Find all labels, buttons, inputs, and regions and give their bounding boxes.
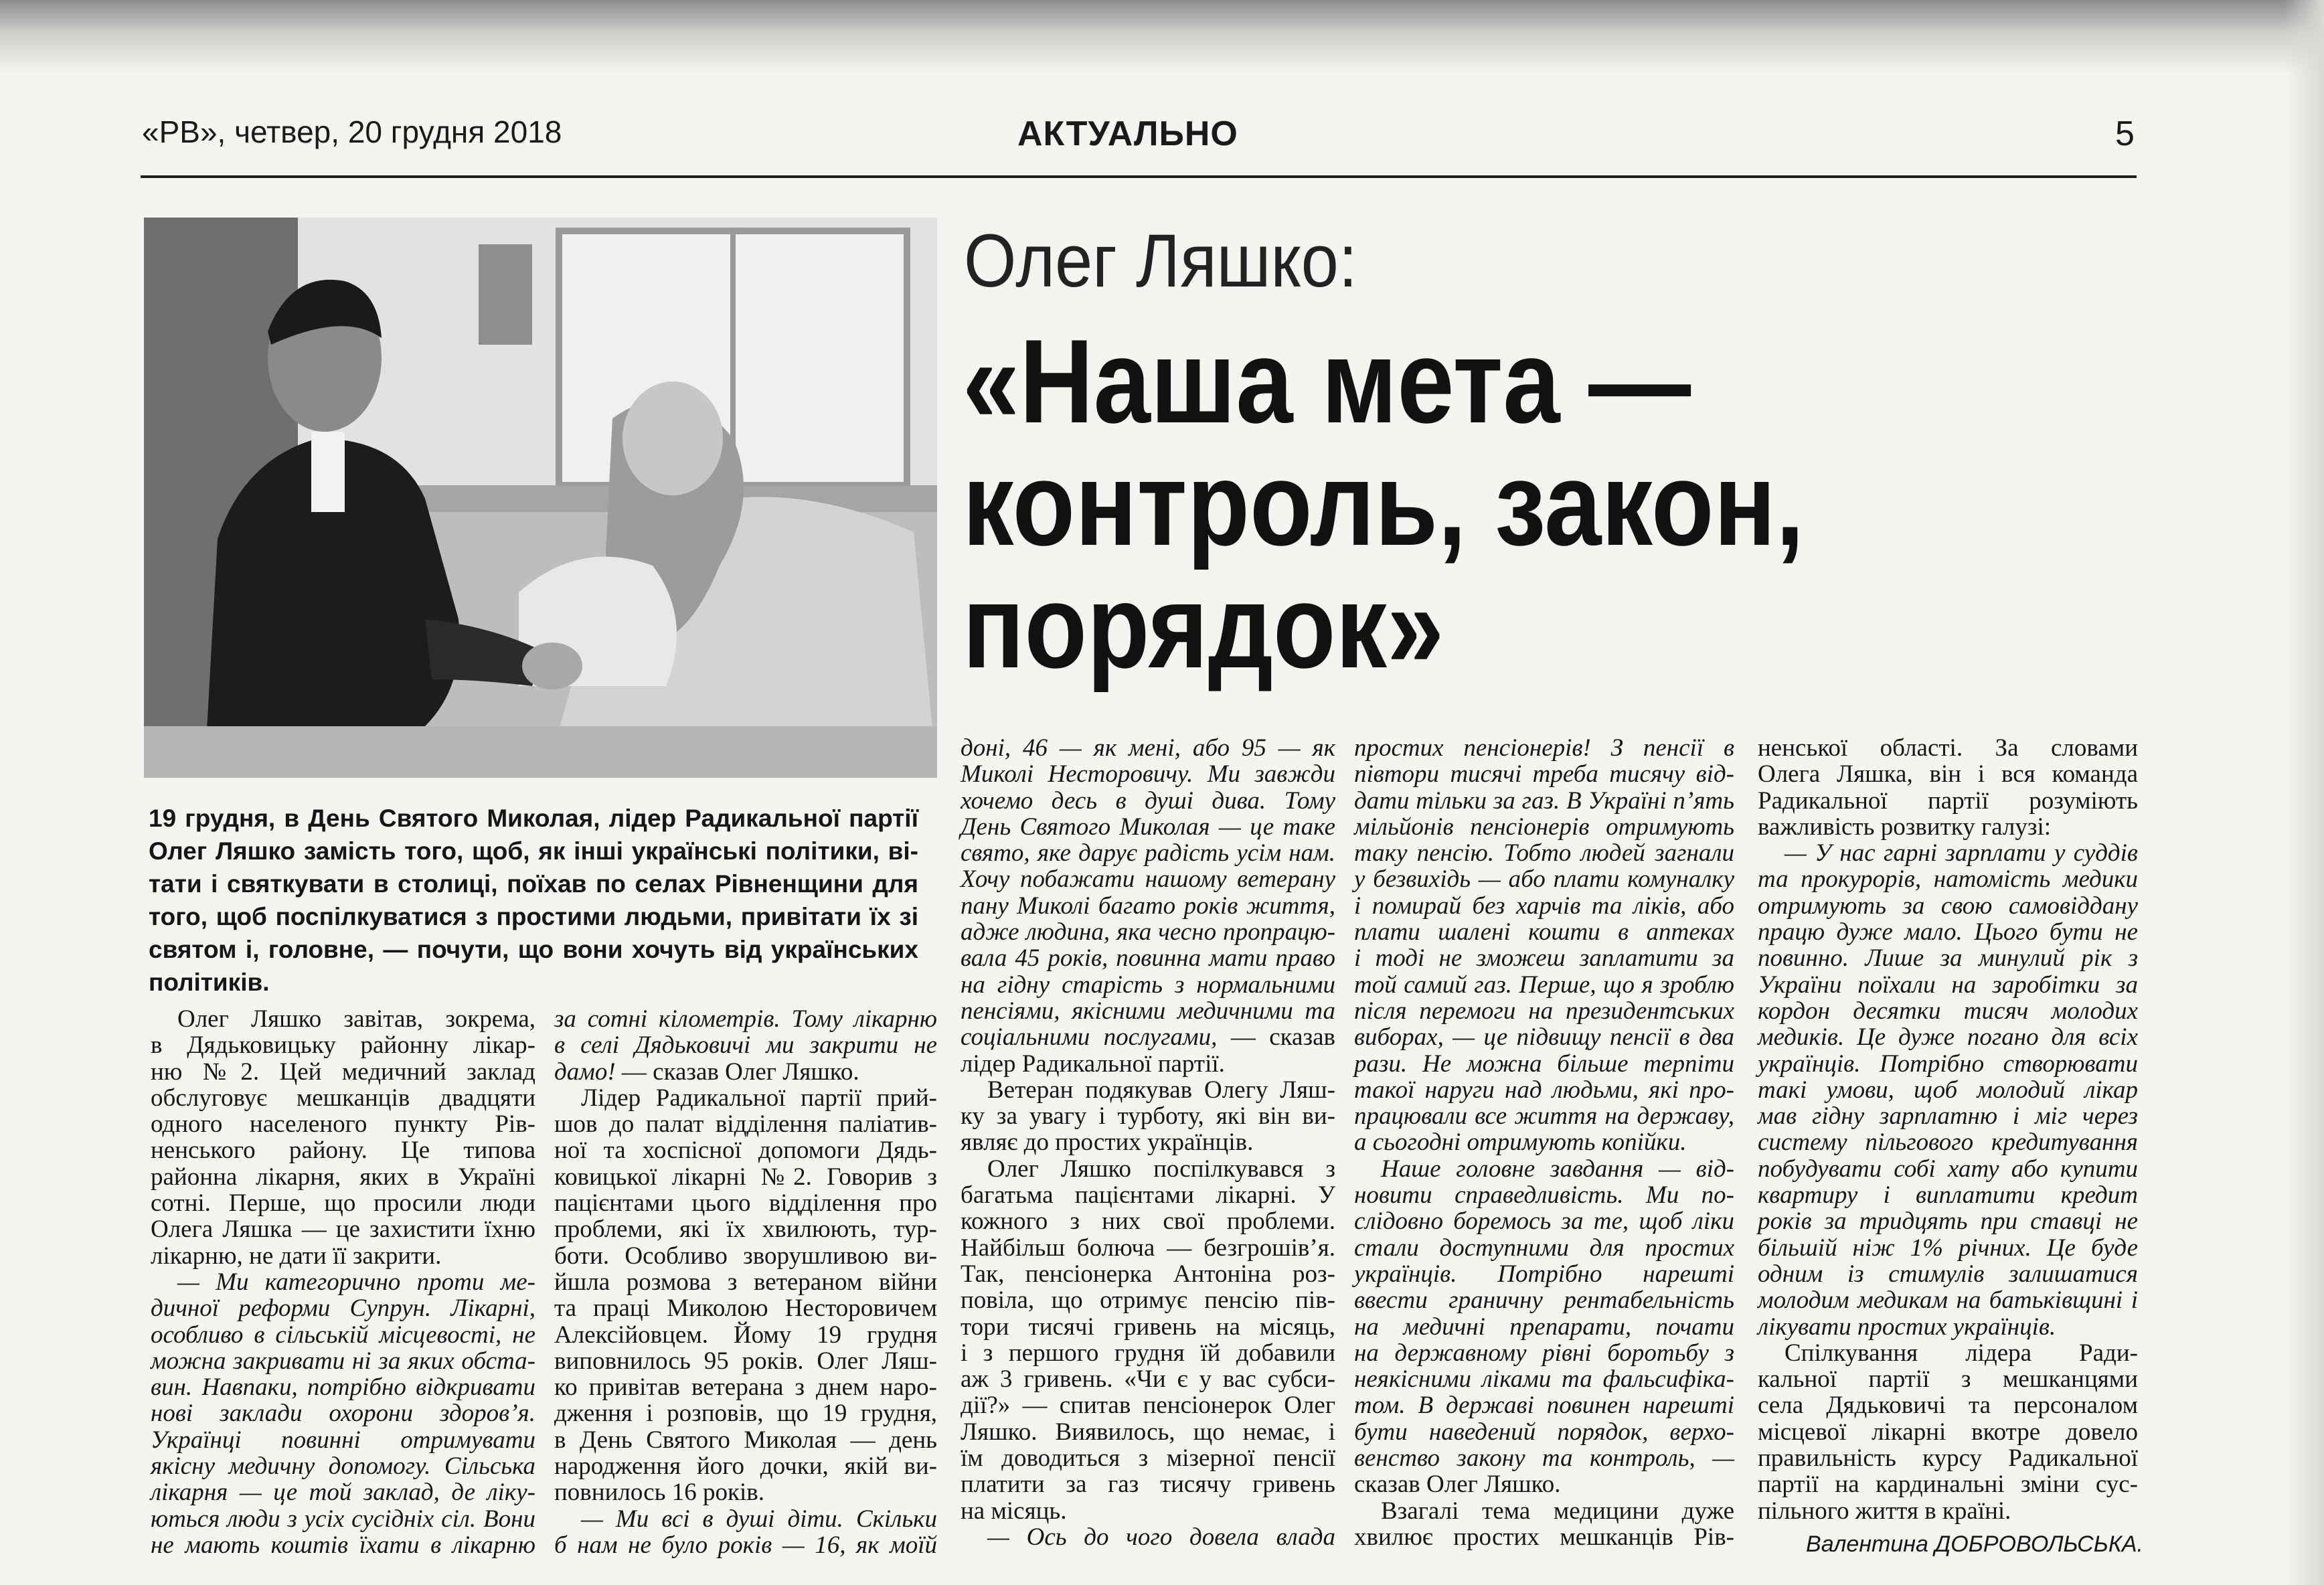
text-line [151,1059,535,1085]
text-line [151,1374,535,1400]
text-line [554,1059,937,1085]
text-segment: села Дядьковичі та персоналом [1758,1392,2138,1420]
caption-line: тати і святкувати в столиці, поїхав по селах Рівненщини для [149,870,918,898]
text-segment: Взагалі тема медицини дуже [1381,1497,1734,1525]
text-segment: медиків. Це дуже погано для всіх [1758,1023,2138,1052]
text-segment: боти. Особливо зворушливою ви- [554,1242,937,1270]
text-line [151,1111,535,1137]
article-column-5 [1758,735,2138,1524]
text-line [554,1506,937,1532]
text-line [554,1006,937,1032]
text-line [1758,1235,2138,1261]
text-segment: Олег Ляшко завітав, зокрема, [177,1005,535,1033]
text-segment: платити за газ тисячу гривень [961,1471,1335,1499]
text-segment: виборах, — це підвищу пенсії в два [1354,1023,1734,1052]
text-line [1758,761,2138,787]
text-segment: слідовно боремось за те, щоб ліки [1354,1207,1734,1236]
text-line [1354,1314,1734,1340]
text-line [554,1216,937,1242]
text-segment: якісну медичну допомогу. Сільська [151,1452,535,1481]
text-segment: пенсіями, якісними медичними та [961,997,1335,1025]
text-segment: народження його дочки, якій ви- [554,1452,937,1481]
section-title: АКТУАЛЬНО [1017,114,1238,153]
text-segment: ненського району. Це типова [151,1137,535,1165]
text-segment: в Дядьковицьку районну лікар- [151,1031,535,1060]
text-segment: являє до простих українців. [961,1129,1254,1157]
text-line [961,814,1335,840]
text-segment: свято, яке дарує радість усім нам. [961,839,1335,867]
text-segment: лікарня — це той заклад, де ліку- [151,1479,535,1507]
text-segment: квартиру і виплатити кредит [1758,1181,2138,1209]
text-line [1758,1419,2138,1445]
text-segment: венство закону та контроль, — [1354,1444,1734,1473]
text-segment: Наше головне завдання — від- [1381,1155,1734,1183]
text-segment: дичної реформи Супрун. Лікарні, [151,1295,535,1323]
text-segment: Миколі Несторовичу. Ми завжди [961,760,1335,788]
headline-kicker: Олег Ляшко: [964,219,1357,303]
text-segment: сказав Олег Ляшко. [1354,1471,1561,1499]
text-line [1354,1419,1734,1445]
text-line [1758,1314,2138,1340]
text-line [1354,1445,1734,1471]
text-line [554,1453,937,1479]
text-segment: лідер Радикальної партії. [961,1050,1225,1078]
text-line [961,1445,1335,1471]
text-segment: місцевої лікарні вкотре довело [1758,1418,2138,1446]
text-line [151,1032,535,1058]
text-segment: ввести граничну рентабельність [1354,1286,1734,1315]
text-line [1354,1182,1734,1208]
text-line [554,1348,937,1374]
text-segment: проблеми, які їх хвилюють, тур- [554,1216,937,1244]
text-segment: ко привітав ветерана з днем наро- [554,1373,937,1402]
text-segment: особливо в сільській місцевості, не [151,1321,535,1349]
text-segment: півтори тисячі треба тисячу від- [1354,760,1734,788]
text-line [1758,814,2138,840]
text-segment: той самий газ. Перше, що я зроблю [1354,971,1734,999]
text-line [151,1295,535,1321]
text-line [961,1366,1335,1392]
text-line [151,1506,535,1532]
text-line [961,1261,1335,1287]
text-line [1354,1392,1734,1418]
text-line [151,1348,535,1374]
caption-line: Олег Ляшко замість того, щоб, як інші українські політики, ві- [149,837,918,865]
text-line [1758,840,2138,866]
photo-caption [149,802,918,999]
text-line [961,1524,1335,1550]
text-line [1758,1261,2138,1287]
text-line [1354,1287,1734,1313]
caption-line: святом і, головне, — почути, що вони хочуть від українських [149,936,918,963]
article-column-3 [961,735,1335,1550]
text-segment: неякісними ліками та фальсифіка- [1354,1365,1734,1394]
text-line [1354,761,1734,787]
text-segment: Ветеран подякував Олегу Ляш- [987,1076,1335,1104]
text-line [1758,893,2138,919]
article-photo [144,218,937,778]
text-line [1758,1051,2138,1077]
text-line [554,1374,937,1400]
text-line [1354,735,1734,761]
text-line [1758,1182,2138,1208]
text-line [1354,1208,1734,1234]
text-segment: Так, пенсіонерка Антоніна роз- [961,1260,1335,1288]
text-line [1354,840,1734,866]
text-line [1354,1366,1734,1392]
text-segment: за сотні кілометрів. Тому лікарню [554,1005,937,1033]
text-segment: виповнилось 95 років. Олег Ляш- [554,1347,937,1375]
text-segment: правильність курсу Радикальної [1758,1444,2138,1473]
text-segment: — Ми категорично проти ме- [177,1268,535,1296]
text-segment: День Святого Миколая — це таке [961,813,1335,841]
text-segment: Олега Ляшка — це захистити їхню [151,1216,535,1244]
text-line [961,1419,1335,1445]
text-segment: і з першого грудня їй добавили [961,1339,1335,1367]
text-line [151,1532,535,1558]
text-segment: лікарню, не дати її закрити. [151,1242,442,1270]
text-line [1354,1235,1734,1261]
text-line [961,1182,1335,1208]
text-line [961,972,1335,998]
text-segment: можна закривати ні за яких обста- [151,1347,535,1375]
text-line [961,1340,1335,1366]
text-segment: на гідну старість з нормальними [961,971,1335,999]
text-segment: — Ми всі в душі діти. Скільки [581,1505,937,1533]
text-segment: повнилось 16 років. [554,1479,765,1507]
text-segment: шов до палат відділення паліатив- [554,1110,937,1139]
text-line [961,1471,1335,1497]
text-line [1758,1156,2138,1182]
text-segment: та праці Миколою Несторовичем [554,1295,937,1323]
text-segment: кальної партії з мешканцями [1758,1365,2138,1394]
text-line [1758,1287,2138,1313]
text-line [1354,814,1734,840]
article-column-4 [1354,735,1734,1550]
text-line [1354,1129,1734,1155]
text-segment: отримують за свою самовіддану [1758,892,2138,920]
text-segment: на державному рівні боротьбу з [1354,1339,1734,1367]
text-segment: такі умови, щоб молодий лікар [1758,1076,2138,1104]
text-line [961,1498,1335,1524]
text-segment: молодим медикам на батьківщині і [1758,1286,2138,1315]
text-segment: Хочу побажати нашому ветерану [961,865,1335,894]
text-line [1354,1524,1734,1550]
text-segment: після перемоги на президентських [1354,997,1734,1025]
text-line [554,1295,937,1321]
text-line [1354,1051,1734,1077]
text-line [151,1479,535,1505]
headline-line: контроль, закон, [963,437,1805,570]
text-line [1354,1103,1734,1129]
text-line [961,1051,1335,1077]
text-line [554,1243,937,1269]
headline-line: порядок» [963,560,1444,693]
text-line [961,1287,1335,1313]
text-segment: том. В державі повинен нарешті [1354,1392,1734,1420]
text-line [1354,1077,1734,1103]
text-segment: рази. Не можна більше терпіти [1354,1050,1734,1078]
text-segment: обслуговує мешканців двадцяти [151,1084,535,1112]
text-segment: пану Миколі багато років життя, [961,892,1335,920]
text-segment: кордон десятки тисяч молодих [1758,997,2138,1025]
text-segment: ковицької лікарні №2. Говорив з [554,1163,937,1191]
text-line [1758,998,2138,1024]
article-column-2 [554,1006,937,1558]
text-line [1758,1445,2138,1471]
headline-line: «Наша мета — [963,315,1691,448]
text-segment: хочемо десь в душі дива. Тому [961,786,1335,815]
text-segment: хвилює простих мешканців Рів- [1354,1523,1734,1551]
text-line [961,1077,1335,1103]
scan-right-shadow [2284,0,2324,1585]
text-segment: повинно. Лише за минулий рік з [1758,944,2138,973]
text-line [961,998,1335,1024]
text-line [1758,1103,2138,1129]
text-line [1354,972,1734,998]
text-segment: ку за увагу і турботу, які він ви- [961,1102,1335,1131]
author-byline: Валентина ДОБРОВОЛЬСЬКА. [1806,1531,2143,1557]
text-line [1758,1366,2138,1392]
text-line [1354,866,1734,892]
text-line [151,1006,535,1032]
text-segment: Лідер Радикальної партії прий- [581,1084,937,1112]
text-segment: дати тільки за газ. В Україні п’ять [1354,786,1734,815]
text-line [1354,1471,1734,1497]
text-segment: важливість розвитку галузі: [1758,813,2052,841]
text-line [961,1156,1335,1182]
text-segment: працювали все життя на державу, [1354,1102,1734,1131]
text-line [151,1137,535,1163]
text-segment: бути наведений порядок, верхо- [1354,1418,1734,1446]
text-line [554,1479,937,1505]
text-line [1758,1129,2138,1155]
text-segment: вин. Навпаки, потрібно відкривати [151,1373,535,1402]
text-line [1758,972,2138,998]
text-line [1758,788,2138,814]
text-line [1354,998,1734,1024]
text-line [151,1190,535,1216]
text-line [1354,1156,1734,1182]
text-segment: Спілкування лідера Ради- [1784,1339,2138,1367]
text-segment: Українці повинні отримувати [151,1426,535,1454]
text-line [1758,1077,2138,1103]
text-segment: доні, 46 — як мені, або 95 — як [961,734,1335,762]
text-line [961,866,1335,892]
text-line [554,1085,937,1111]
text-segment: пільного життя в країні. [1758,1497,2011,1525]
text-segment: в День Святого Миколая — день [554,1426,937,1454]
text-line [1354,893,1734,919]
text-line [554,1400,937,1426]
text-segment: — сказав Олег Ляшко. [621,1058,859,1086]
text-segment: Олег Ляшко поспілкувався з [987,1155,1335,1183]
text-segment: одного населеного пункту Рів- [151,1110,535,1139]
text-segment: Ляшко. Виявилось, що немає, і [961,1418,1335,1446]
text-segment: у безвихідь — або плати комуналку [1354,865,1734,894]
text-line [554,1137,937,1163]
text-segment: працю дуже мало. Цього бути не [1758,918,2138,946]
text-segment: б нам не було років — 16, як моїй [554,1531,937,1559]
text-segment: українців. Потрібно створювати [1758,1050,2138,1078]
text-line [151,1085,535,1111]
text-segment: мав гідну зарплатню і міг через [1758,1102,2138,1131]
text-segment: тори тисячі гривень на місяць, [961,1313,1335,1341]
text-line [1758,1024,2138,1050]
text-line [1758,1471,2138,1497]
text-segment: — У нас гарні зарплати у суддів [1784,839,2138,867]
text-line [961,1024,1335,1050]
text-line [1354,945,1734,971]
text-line [554,1532,937,1558]
text-line [151,1269,535,1295]
text-line [961,1129,1335,1155]
caption-line: 19 грудня, в День Святого Миколая, лідер Радикальної партії [149,805,918,832]
text-segment: України поїхали на заробітки за [1758,971,2138,999]
text-line [1758,1340,2138,1366]
text-segment: районна лікарня, яких в Україні [151,1163,535,1191]
text-line [1354,1261,1734,1287]
text-line [961,1235,1335,1261]
text-segment: на медичні препарати, почати [1354,1313,1734,1341]
text-line [961,1103,1335,1129]
text-segment: аж 3 гривень. «Чи є у вас субси- [961,1365,1335,1394]
text-line [554,1427,937,1453]
text-segment: новити справедливість. Ми по- [1354,1181,1734,1209]
text-segment: дамо! [554,1058,622,1086]
text-segment: Найбільш болюча — безгрошів’я. [961,1234,1335,1262]
text-segment: і помирай без харчів та ліків, або [1354,892,1734,920]
text-segment: пацієнтами цього відділення про [554,1189,937,1218]
caption-line: політиків. [149,969,270,996]
text-line [961,840,1335,866]
text-line [554,1032,937,1058]
text-line [961,735,1335,761]
text-segment: мільйонів пенсіонерів отримують [1354,813,1734,841]
text-line [1758,1498,2138,1524]
text-segment: соціальними послугами, [961,1023,1231,1052]
scan-edge-shadow [0,0,2324,74]
text-segment: не мають коштів їхати в лікарню [151,1531,535,1559]
text-segment: багатьма пацієнтами лікарні. У [961,1181,1335,1209]
text-line [1354,1498,1734,1524]
text-segment: Радикальної партії розуміють [1758,786,2138,815]
text-line [961,945,1335,971]
text-segment: ються люди з усіх сусідніх сіл. Вони [151,1505,535,1533]
text-segment: йшла розмова з ветераном війни [554,1268,937,1296]
text-segment: Алексійовцем. Йому 19 грудня [554,1321,937,1349]
text-segment: адже людина, яка чесно пропрацю- [961,918,1335,946]
text-segment: ненської області. За словами [1758,734,2138,762]
text-line [961,893,1335,919]
text-segment: простих пенсіонерів! З пенсії в [1354,734,1734,762]
text-line [554,1164,937,1190]
article-column-1 [151,1006,535,1558]
text-segment: ної та хоспісної допомоги Дядь- [554,1137,937,1165]
text-segment: сотні. Перше, що просили люди [151,1189,535,1218]
text-segment: а сьогодні отримують копійки. [1354,1129,1687,1157]
text-line [554,1190,937,1216]
text-line [554,1269,937,1295]
text-line [1758,945,2138,971]
text-line [961,788,1335,814]
text-segment: систему пільгового кредитування [1758,1129,2138,1157]
text-segment: вала 45 років, повинна мати право [961,944,1335,973]
text-segment: — Ось до чого довела влада [987,1523,1335,1551]
text-line [1758,735,2138,761]
text-line [1758,1208,2138,1234]
text-line [151,1400,535,1426]
page-number: 5 [2115,114,2135,153]
text-segment: — сказав [1230,1023,1335,1052]
text-line [554,1322,937,1348]
text-segment: більшій ніж 1% річних. Це буде [1758,1234,2138,1262]
text-line [1758,919,2138,945]
text-segment: і тоді не зможеш заплатити за [1354,944,1734,973]
text-segment: такої наруги над людьми, які про- [1354,1076,1734,1104]
text-segment: українців. Потрібно нарешті [1354,1260,1734,1288]
text-line [554,1111,937,1137]
text-line [151,1164,535,1190]
text-segment: Олега Ляшка, він і вся команда [1758,760,2138,788]
text-line [151,1453,535,1479]
text-segment: років за тридцять при ставці не [1758,1207,2138,1236]
text-segment: нові заклади охорони здоров’я. [151,1400,535,1428]
header-rule [141,175,2137,178]
text-line [1354,919,1734,945]
text-segment: кожного з них свої проблеми. [961,1207,1335,1236]
text-line [961,919,1335,945]
text-segment: на місяць. [961,1497,1067,1525]
text-line [961,1392,1335,1418]
text-segment: в селі Дядьковичі ми закрити не [554,1031,937,1060]
text-segment: ню №2. Цей медичний заклад [151,1058,535,1086]
caption-line: того, щоб поспілкуватися з простими людьми, привітати їх зі [149,903,918,930]
text-line [1354,788,1734,814]
text-segment: дії?» — спитав пенсіонерок Олег [961,1392,1335,1420]
text-segment: дження і розповів, що 19 грудня, [554,1400,937,1428]
text-line [961,761,1335,787]
text-segment: повіла, що отримує пенсію пів- [961,1286,1335,1315]
headline [963,315,1805,693]
text-line [1354,1340,1734,1366]
text-segment: таку пенсію. Тобто людей загнали [1354,839,1734,867]
text-line [961,1208,1335,1234]
text-segment: плати шалені кошти в аптеках [1354,918,1734,946]
text-line [151,1322,535,1348]
text-segment: їм доводиться з мізерної пенсії [961,1444,1335,1473]
text-line [151,1427,535,1453]
text-line [1758,1392,2138,1418]
text-line [1758,866,2138,892]
issue-date: «РВ», четвер, 20 грудня 2018 [142,114,562,149]
text-line [961,1314,1335,1340]
text-segment: партії на кардинальні зміни сус- [1758,1471,2138,1499]
text-segment: та прокурорів, натомість медики [1758,865,2138,894]
text-line [1354,1024,1734,1050]
text-segment: одним із стимулів залишатися [1758,1260,2138,1288]
text-segment: побудувати собі хату або купити [1758,1155,2138,1183]
text-line [151,1216,535,1242]
text-segment: стали доступними для простих [1354,1234,1734,1262]
text-segment: лікувати простих українців. [1758,1313,2056,1341]
text-line [151,1243,535,1269]
